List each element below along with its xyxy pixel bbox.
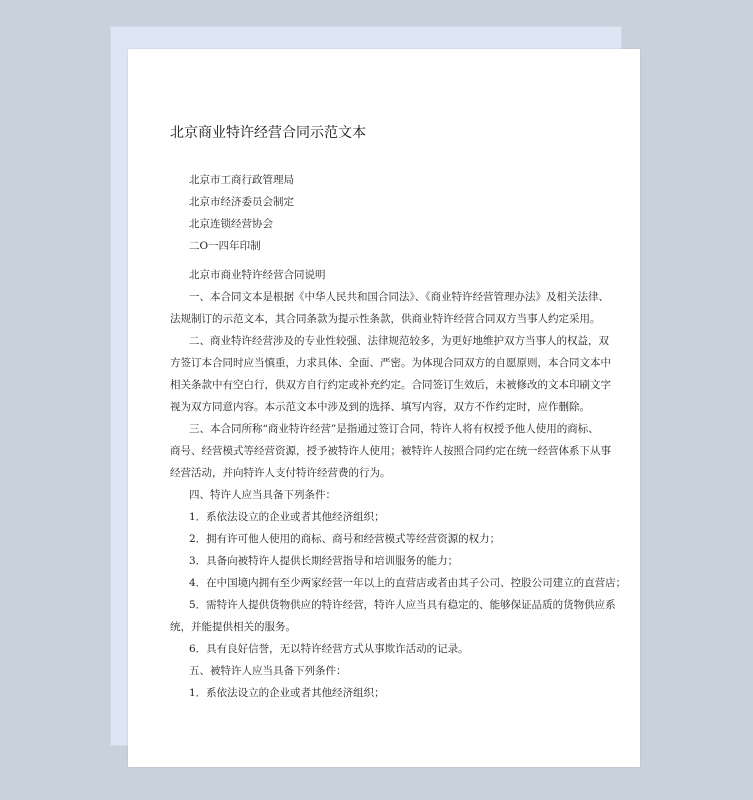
issuer-line: 北京连锁经营协会	[189, 218, 273, 230]
body-line: 3．具备向被特许人提供长期经营指导和培训服务的能力；	[189, 555, 459, 567]
body-line: 5．需特许人提供货物供应的特许经营，特许人应当具有稳定的、能够保证品质的货物供应系	[189, 599, 616, 611]
body-line: 三、本合同所称“商业特许经营”是指通过签订合同，特许人将有权授予他人使用的商标、	[189, 423, 599, 435]
body-line: 4．在中国境内拥有至少两家经营一年以上的直营店或者由其子公司、控股公司建立的直营店；	[189, 577, 627, 589]
contract-explanation-body	[170, 264, 627, 704]
body-line: 五、被特许人应当具备下列条件：	[189, 665, 347, 677]
body-line: 方签订本合同时应当慎重，力求具体、全面、严密。为体现合同双方的自愿原则，本合同文本中	[170, 357, 611, 369]
watermark	[14, 18, 104, 34]
body-line: 二、商业特许经营涉及的专业性较强、法律规范较多，为更好地维护双方当事人的权益，双	[189, 335, 609, 347]
print-date-line: 二O一四年印制	[189, 240, 261, 252]
body-line: 法规制订的示范文本，其合同条款为提示性条款，供商业特许经营合同双方当事人约定采用。	[170, 313, 601, 325]
issuer-line: 北京市经济委员会制定	[189, 196, 294, 208]
body-line: 经营活动，并向特许人支付特许经营费的行为。	[170, 467, 391, 479]
front-page-sheet	[128, 49, 640, 767]
body-line: 商号、经营模式等经营资源，授予被特许人使用；被特许人按照合同约定在统一经营体系下从事	[170, 445, 611, 457]
document-title: 北京商业特许经营合同示范文本	[170, 125, 366, 141]
body-line: 相关条款中有空白行，供双方自行约定或补充约定。合同签订生效后，未被修改的文本印刷文字	[170, 379, 611, 391]
body-line: 6．具有良好信誉，无以特许经营方式从事欺诈活动的记录。	[189, 643, 469, 655]
section-heading: 北京市商业特许经营合同说明	[189, 269, 326, 281]
body-line: 一、本合同文本是根据《中华人民共和国合同法》、《商业特许经营管理办法》及相关法律、	[189, 291, 609, 303]
body-line: 1．系依法设立的企业或者其他经济组织；	[189, 511, 385, 523]
body-line: 视为双方同意内容。本示范文本中涉及到的选择、填写内容，双方不作约定时，应作删除。	[170, 401, 590, 413]
issuer-list	[189, 169, 294, 257]
body-line: 统，并能提供相关的服务。	[170, 621, 296, 633]
issuer-line: 北京市工商行政管理局	[189, 174, 294, 186]
body-line: 四、特许人应当具备下列条件：	[189, 489, 336, 501]
body-line: 2．拥有许可他人使用的商标、商号和经营模式等经营资源的权力；	[189, 533, 501, 545]
body-line: 1．系依法设立的企业或者其他经济组织；	[189, 687, 385, 699]
